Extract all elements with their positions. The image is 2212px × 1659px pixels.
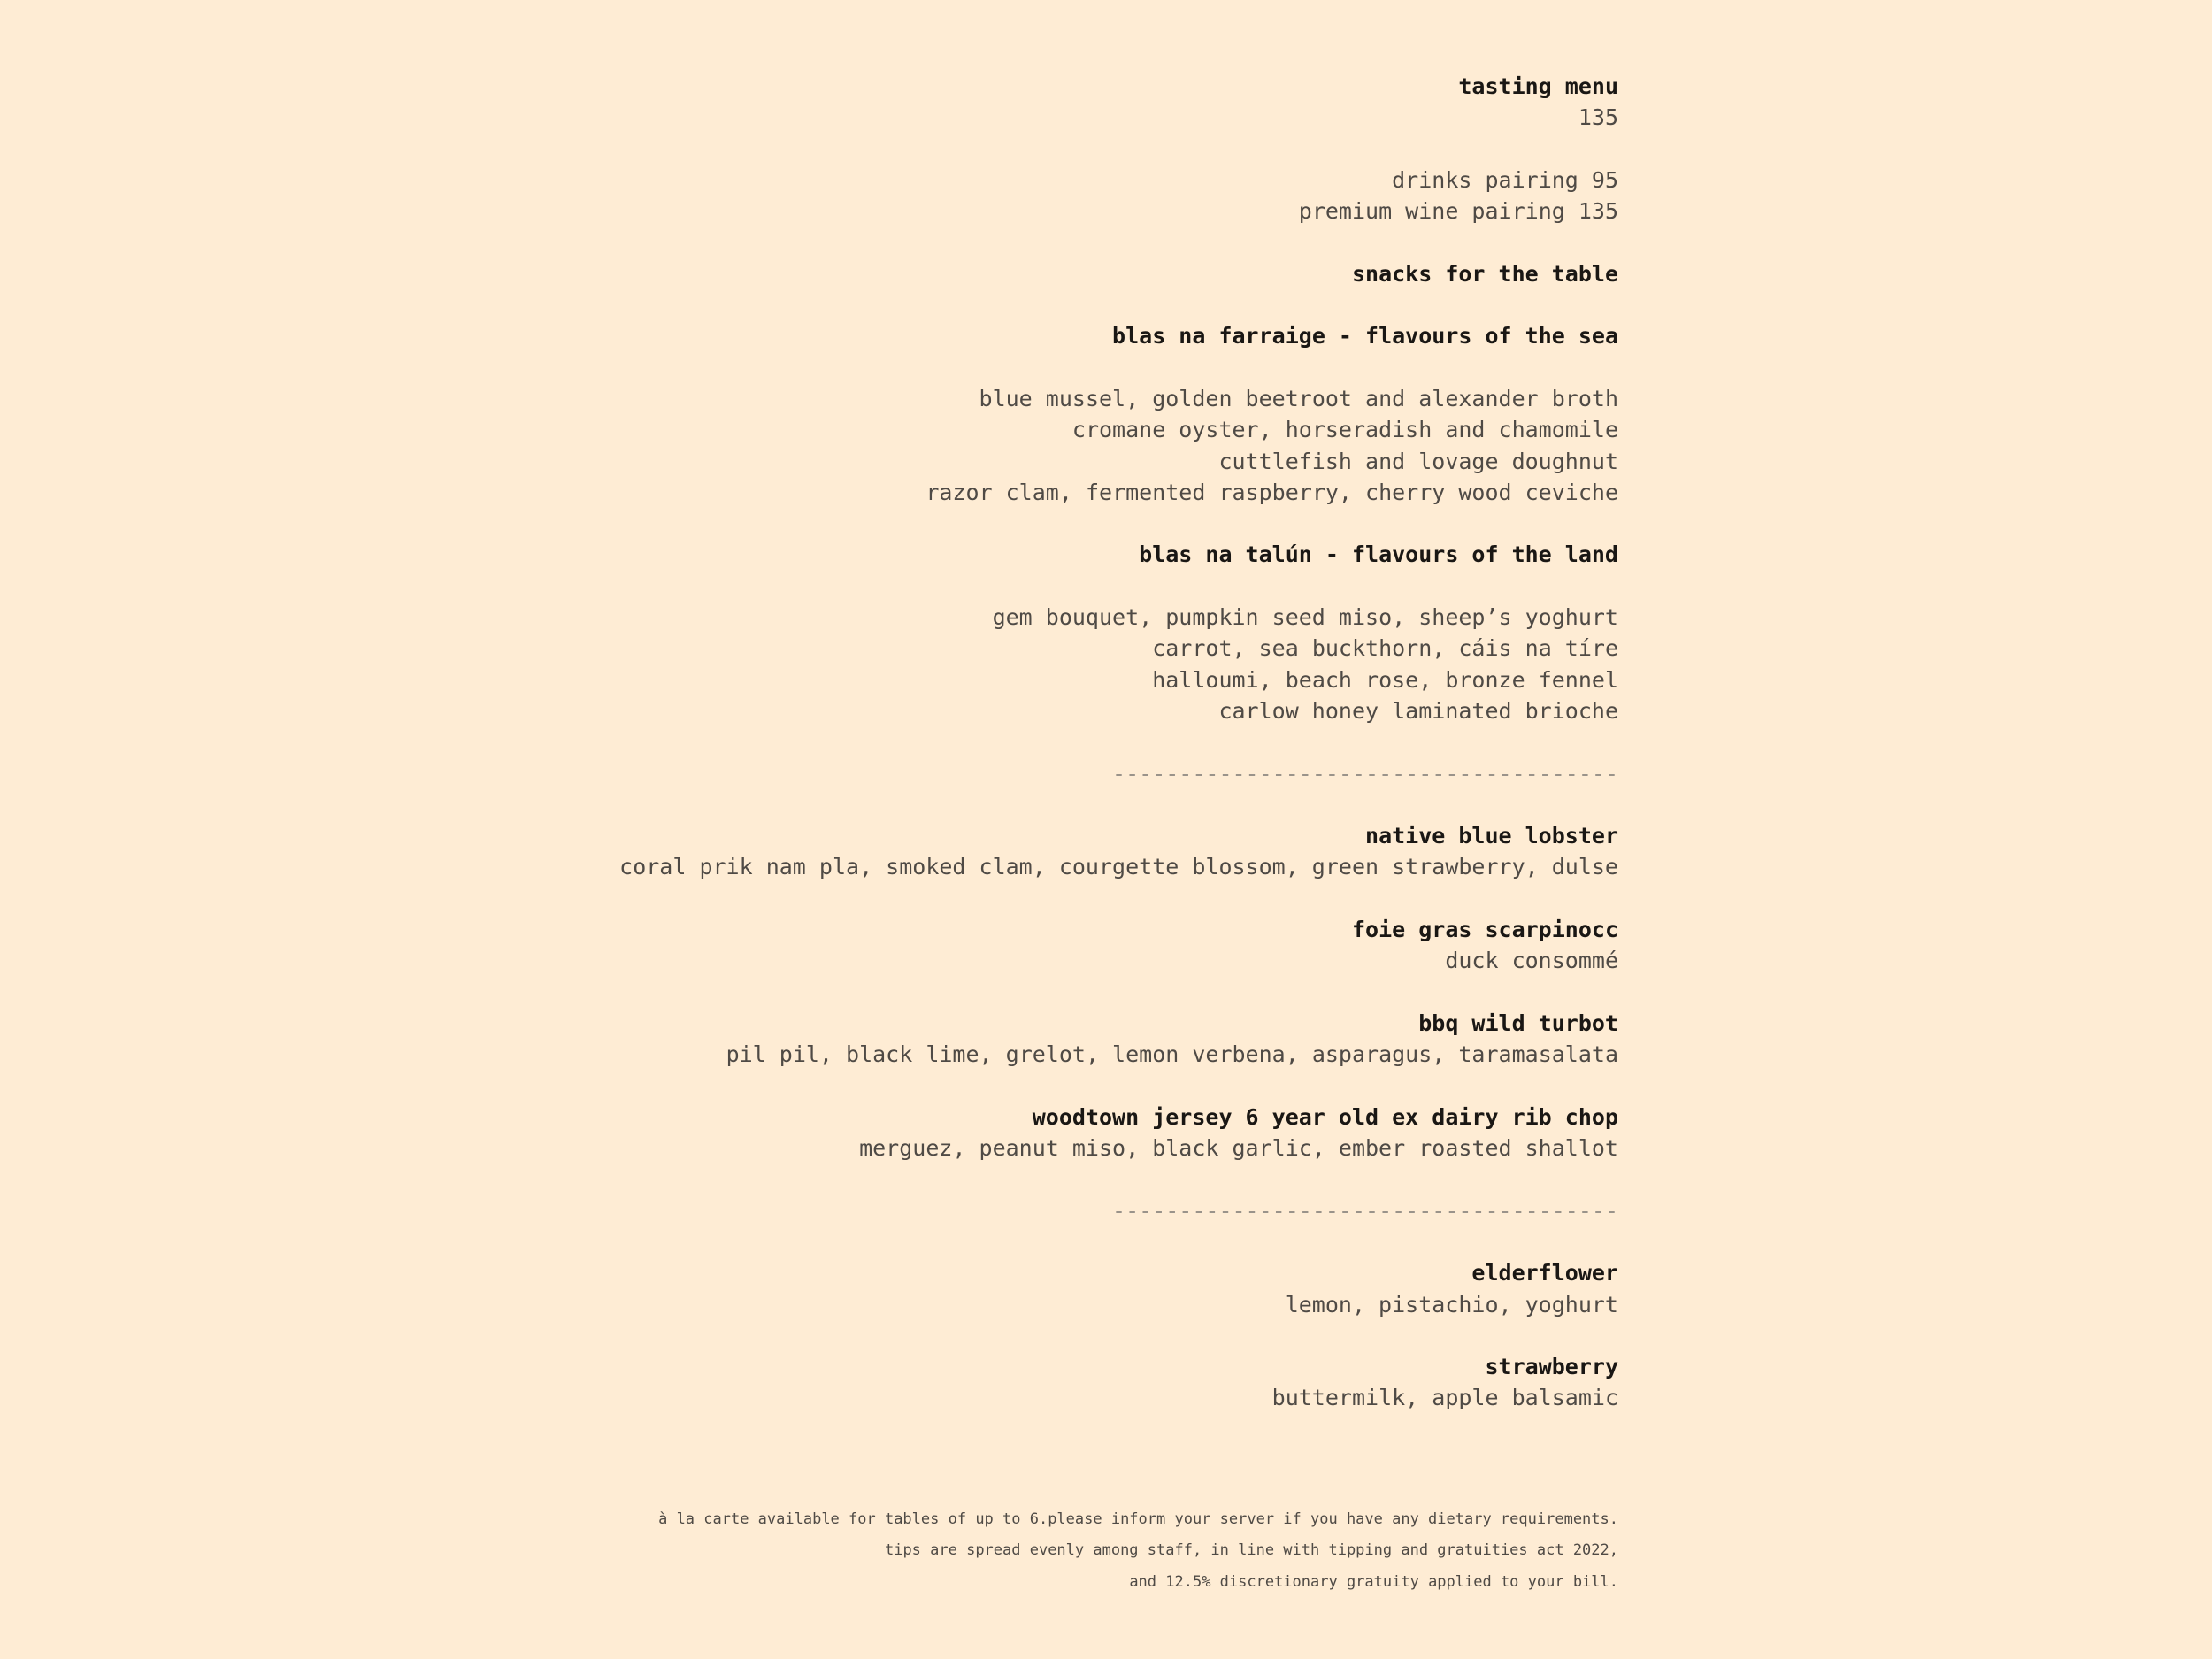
dessert-name: strawberry: [1485, 1354, 1618, 1380]
dessert-desc: buttermilk, apple balsamic: [1271, 1385, 1618, 1411]
main-dish-name: foie gras scarpinocc: [1351, 917, 1618, 943]
dessert-name: elderflower: [1471, 1260, 1618, 1286]
drinks-pairing: drinks pairing 95: [1392, 166, 1618, 193]
tasting-menu-title: tasting menu: [1458, 73, 1618, 99]
footer-line: and 12.5% discretionary gratuity applied to your bill.: [1129, 1572, 1618, 1591]
snacks-title: snacks for the table: [1351, 260, 1618, 287]
main-dish-name: native blue lobster: [1365, 823, 1618, 849]
footer-line: à la carte available for tables of up to 6.please inform your server if you have any dietary requirements.: [658, 1510, 1618, 1528]
land-item: carlow honey laminated brioche: [1218, 697, 1618, 724]
section-divider: --------------------------------------: [1112, 760, 1618, 787]
footer-notes: [26, 1504, 1618, 1598]
land-section-title: blas na talún - flavours of the land: [1139, 541, 1618, 568]
sea-section-title: blas na farraige - flavours of the sea: [1112, 323, 1618, 349]
land-item: gem bouquet, pumpkin seed miso, sheep’s yoghurt: [992, 604, 1618, 631]
section-divider: --------------------------------------: [1112, 1197, 1618, 1224]
land-item: halloumi, beach rose, bronze fennel: [1152, 666, 1618, 693]
tasting-menu-price: 135: [1578, 104, 1618, 131]
sea-item: cuttlefish and lovage doughnut: [1218, 448, 1618, 474]
footer-line: tips are spread evenly among staff, in line with tipping and gratuities act 2022,: [884, 1541, 1618, 1560]
dessert-desc: lemon, pistachio, yoghurt: [1285, 1291, 1618, 1317]
main-dish-name: woodtown jersey 6 year old ex dairy rib chop: [1032, 1103, 1618, 1130]
main-dish-desc: duck consommé: [1445, 948, 1618, 974]
sea-item: blue mussel, golden beetroot and alexander broth: [979, 385, 1618, 411]
main-dish-name: bbq wild turbot: [1418, 1010, 1618, 1036]
main-dish-desc: coral prik nam pla, smoked clam, courgette blossom, green strawberry, dulse: [619, 854, 1618, 880]
sea-item: cromane oyster, horseradish and chamomile: [1071, 417, 1618, 443]
main-dish-desc: pil pil, black lime, grelot, lemon verbena, asparagus, taramasalata: [726, 1041, 1618, 1068]
land-item: carrot, sea buckthorn, cáis na tíre: [1152, 635, 1618, 662]
menu-body: [26, 71, 1618, 1414]
premium-wine-pairing: premium wine pairing 135: [1298, 198, 1618, 225]
sea-item: razor clam, fermented raspberry, cherry wood ceviche: [926, 479, 1618, 505]
main-dish-desc: merguez, peanut miso, black garlic, ember roasted shallot: [859, 1135, 1618, 1162]
